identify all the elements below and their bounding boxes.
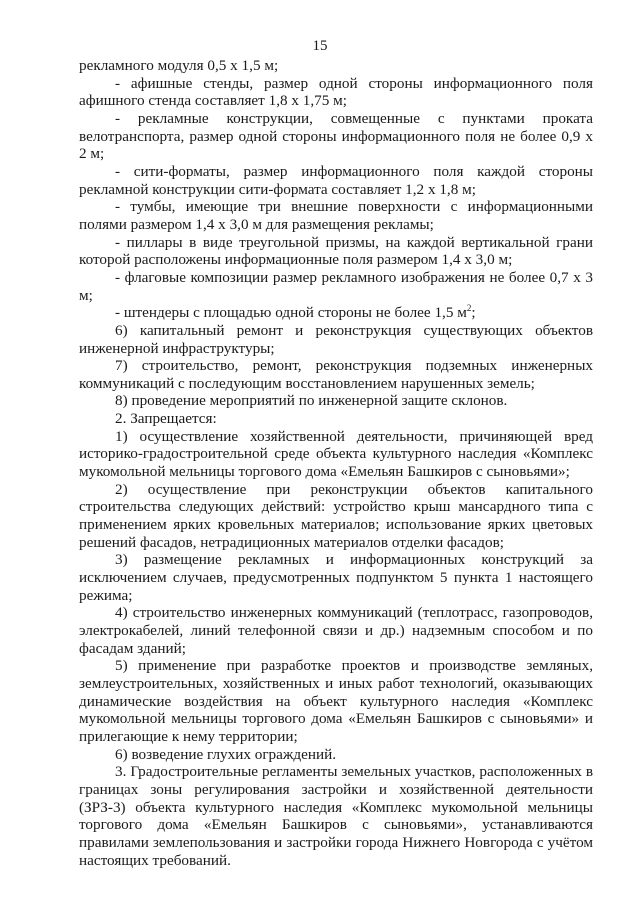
page-number: 15 [312,38,328,54]
paragraph: 8) проведение мероприятий по инженерной защите склонов. [115,392,508,410]
paragraph: - флаговые композиции размер рекламного изображения не более 0,7 х 3 м; [79,268,593,304]
paragraph: - афишные стенды, размер одной стороны информационного поля афишного стенда составляет 1,8 х 1,75 м; [79,74,593,110]
paragraph: - пиллары в виде треугольной призмы, на каждой вертикальной грани которой расположены информационные поля размером 1,4 х 3,0 м; [79,233,593,269]
paragraph: 3) размещение рекламных и информационных конструкций за исключением случаев, предусмотренных подпунктом 5 пункта 1 настоящего режима; [79,551,593,604]
paragraph: рекламного модуля 0,5 х 1,5 м; [79,57,279,74]
superscript: 2 [466,303,472,314]
paragraph: 7) строительство, ремонт, реконструкция подземных инженерных коммуникаций с последующим восстановлением нарушенных земель; [79,357,593,392]
section-heading: 2. Запрещается: [115,410,217,428]
paragraph-with-superscript [79,304,593,322]
paragraph: - сити-форматы, размер информационного поля каждой стороны рекламной конструкции сити-формата составляет 1,2 х 1,8 м; [79,162,593,198]
paragraph: 6) капитальный ремонт и реконструкция существующих объектов инженерной инфраструктуры; [79,321,593,357]
document-body [79,57,593,869]
paragraph: - тумбы, имеющие три внешние поверхности с информационными полями размером 1,4 х 3,0 м для размещения рекламы; [79,198,593,233]
paragraph: - рекламные конструкции, совмещенные с пунктами проката велотранспорта, размер одной стороны информационного поля не более 0,9 х 2 м; [79,109,593,163]
paragraph: 1) осуществление хозяйственной деятельности, причиняющей вред историко-градостроительной среде объекта культурного наследия «Комплекс мукомольной мельницы торгового дома «Емельян Башкиров с сыновьями»; [79,427,593,481]
paragraph: 4) строительство инженерных коммуникаций (теплотрасс, газопроводов, электрокабелей, линий телефонной связи и др.) надземным способом и по фасадам зданий; [79,604,593,657]
paragraph-tail: ; [471,304,476,322]
paragraph: 2) осуществление при реконструкции объектов капитального строительства следующих действий: устройство крыш мансардного типа с применением ярких кровельных материалов; использование ярких цветовых решений фасадов, нетрадиционных материалов отделки фасадов; [79,480,593,551]
paragraph: 6) возведение глухих ограждений. [115,745,337,763]
paragraph-text: - штендеры с площадью одной стороны не более 1,5 м [115,304,467,322]
paragraph: 5) применение при разработке проектов и производстве земляных, землеустроительных, хозяйственных и иных работ технологий, оказывающих динамические воздействия на объект культурного наследия «Комплекс мукомольной мельницы торгового дома «Емельян Башкиров с сыновьями» и прилегающие к нему территории; [79,657,593,745]
paragraph: 3. Градостроительные регламенты земельных участков, расположенных в границах зоны регулирования застройки и хозяйственной деятельности (ЗРЗ-3) объекта культурного наследия «Комплекс мукомольной мельницы торгового дома «Емельян Башкиров с сыновьями», устанавливаются правилами землепользования и застройки города Нижнего Новгорода с учётом настоящих требований. [79,763,593,869]
